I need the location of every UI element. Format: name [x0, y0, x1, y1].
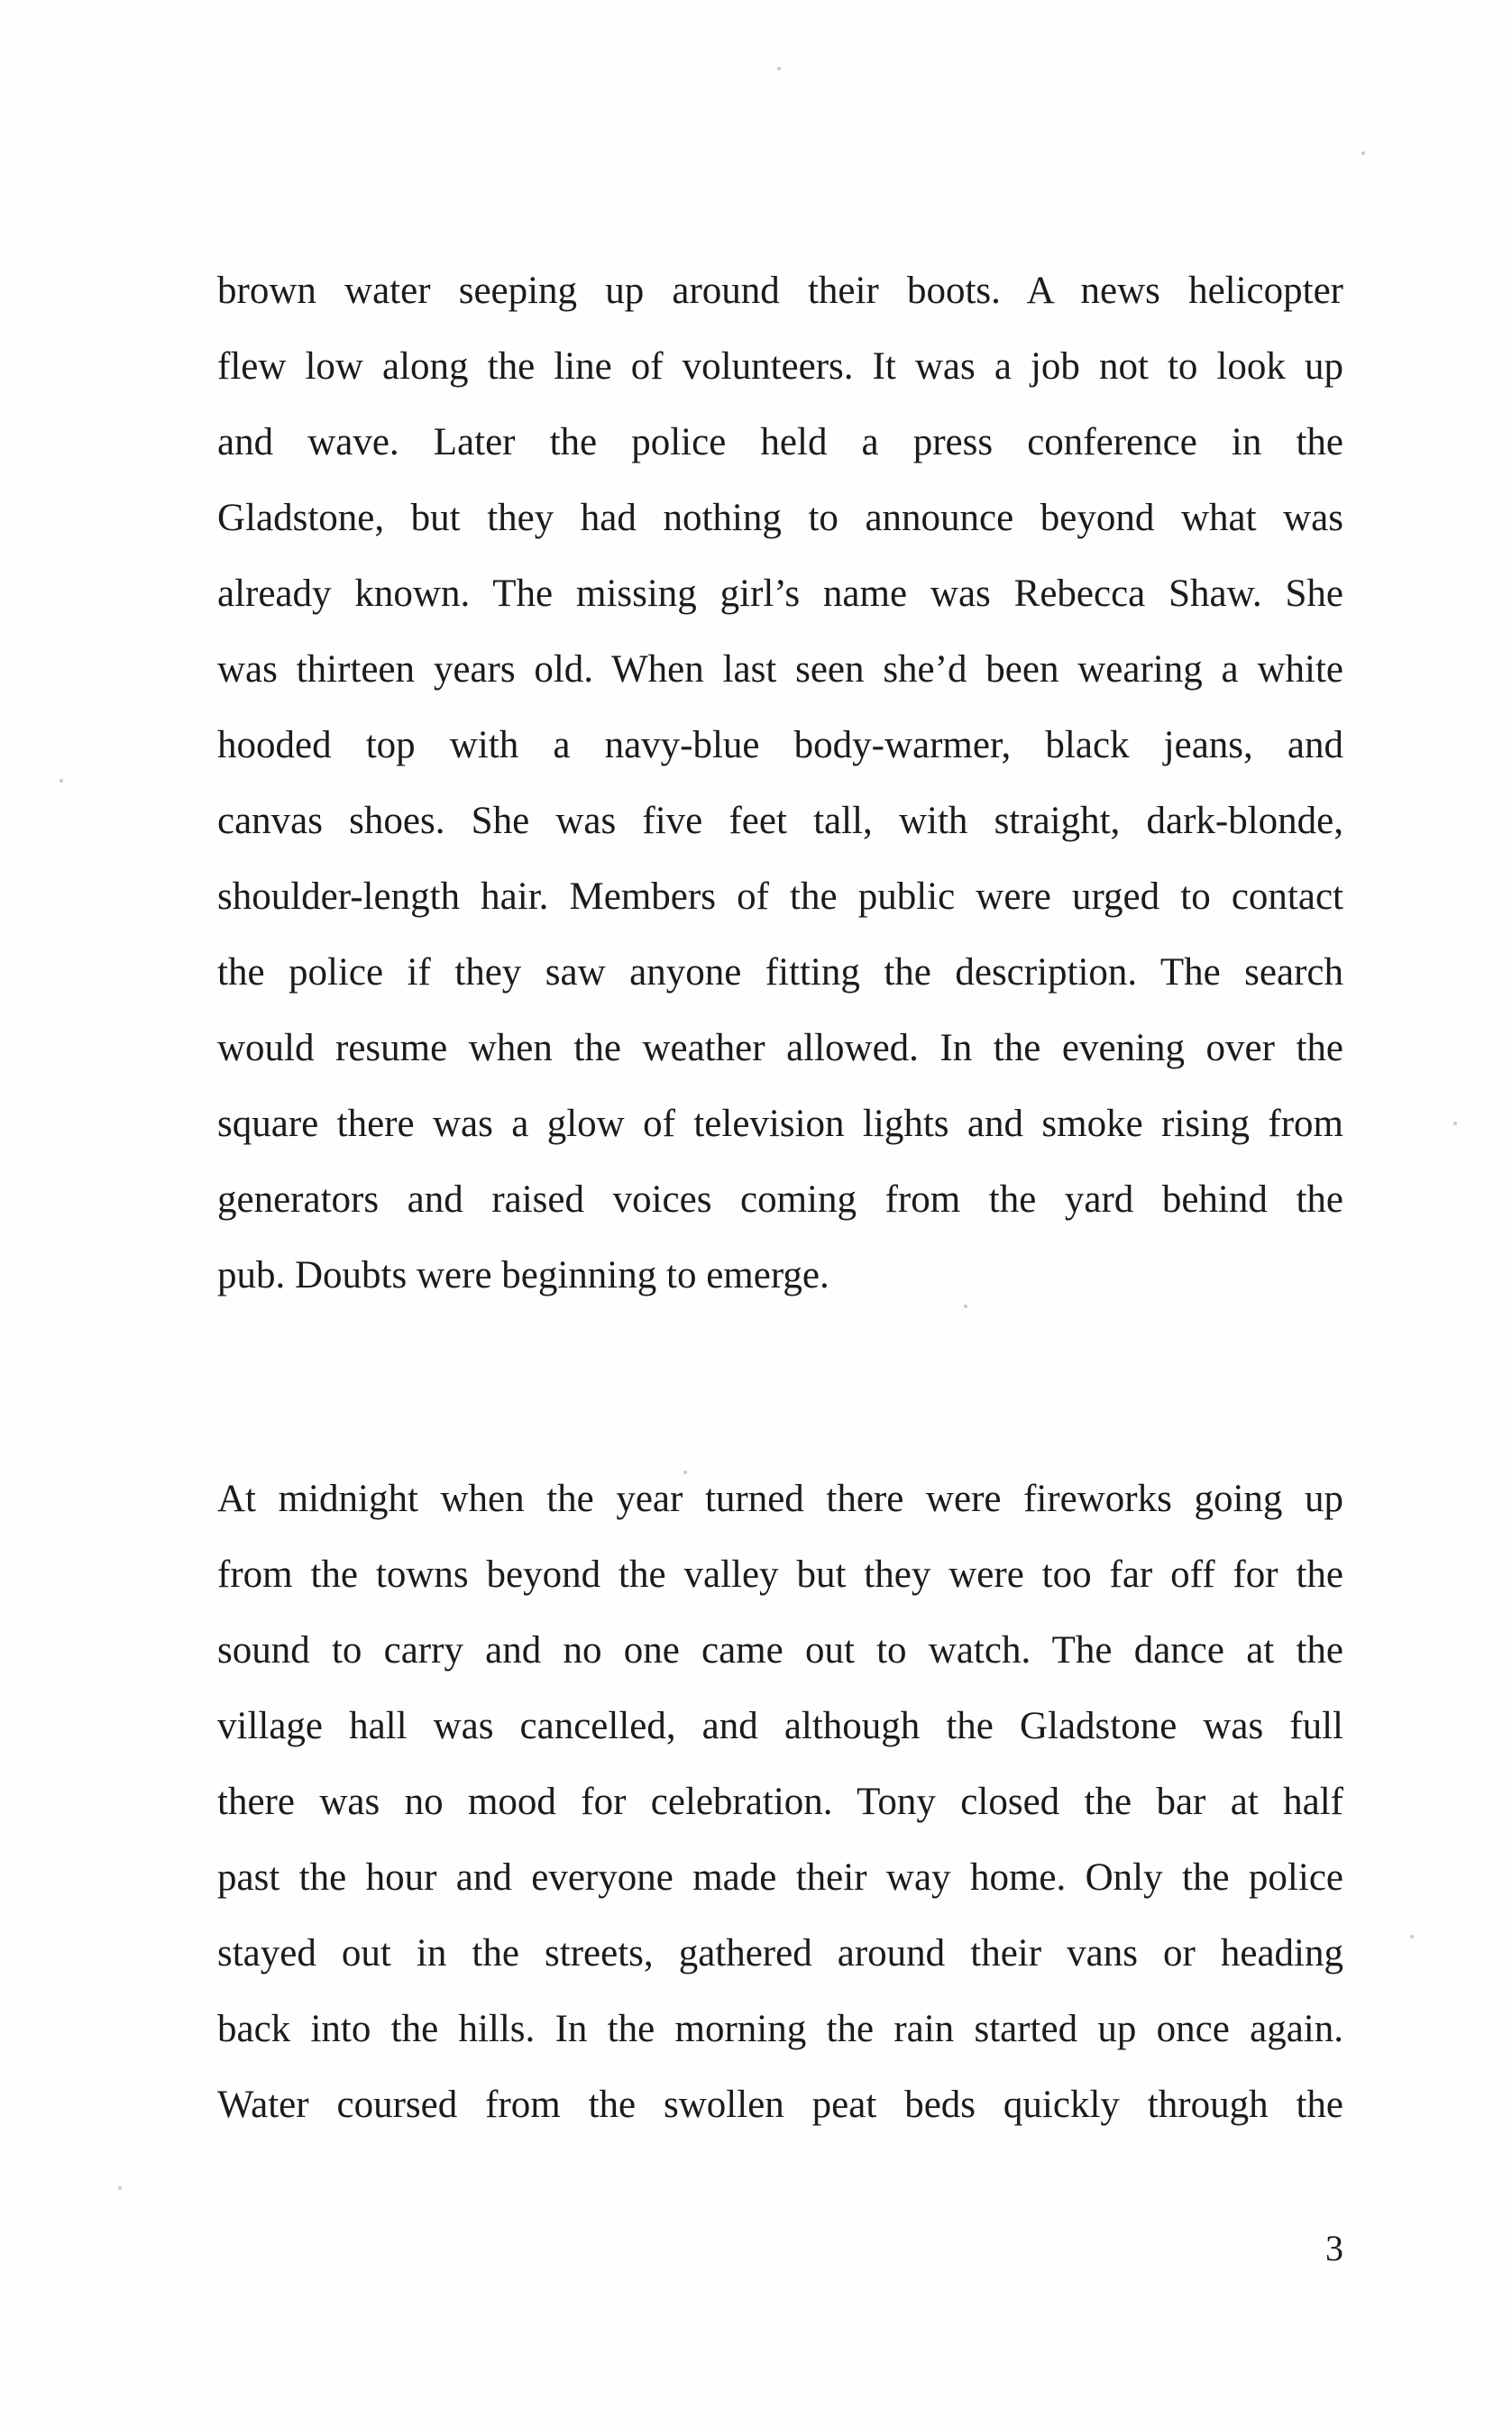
text-line: from the towns beyond the valley but they were too far off for the — [217, 1553, 1343, 1596]
text-line: there was no mood for celebration. Tony closed the bar at half — [217, 1781, 1343, 1823]
text-line: was thirteen years old. When last seen she’d been wearing a white — [217, 648, 1343, 691]
paper-speck — [118, 2186, 122, 2190]
text-line: past the hour and everyone made their way home. Only the police — [217, 1856, 1343, 1899]
text-line: Water coursed from the swollen peat beds quickly through the — [217, 2084, 1343, 2126]
text-line: canvas shoes. She was five feet tall, with straight, dark-blonde, — [217, 800, 1343, 842]
text-line: already known. The missing girl’s name was Rebecca Shaw. She — [217, 573, 1343, 615]
text-line: brown water seeping up around their boots. A news helicopter — [217, 270, 1343, 312]
paragraph-2 — [217, 1461, 1343, 2143]
text-line: shoulder-length hair. Members of the public were urged to contact — [217, 875, 1343, 918]
text-line: would resume when the weather allowed. In the evening over the — [217, 1027, 1343, 1069]
text-line: sound to carry and no one came out to watch. The dance at the — [217, 1629, 1343, 1672]
paper-speck — [1361, 151, 1365, 155]
page-number: 3 — [1325, 2228, 1343, 2268]
text-line: Gladstone, but they had nothing to announce beyond what was — [217, 497, 1343, 539]
text-line: square there was a glow of television lights and smoke rising from — [217, 1103, 1343, 1145]
text-line: village hall was cancelled, and although the Gladstone was full — [217, 1705, 1343, 1747]
paper-speck — [60, 779, 63, 783]
text-line: hooded top with a navy-blue body-warmer, black jeans, and — [217, 724, 1343, 766]
paper-speck — [1410, 1935, 1414, 1938]
text-line: flew low along the line of volunteers. It was a job not to look up — [217, 345, 1343, 388]
text-line: pub. Doubts were beginning to emerge. — [217, 1254, 829, 1296]
text-line: generators and raised voices coming from the yard behind the — [217, 1178, 1343, 1221]
text-line: At midnight when the year turned there were fireworks going up — [217, 1478, 1343, 1520]
paper-speck — [1453, 1122, 1457, 1125]
text-line: back into the hills. In the morning the rain started up once again. — [217, 2008, 1343, 2050]
paper-speck — [777, 67, 781, 70]
text-line: stayed out in the streets, gathered around their vans or heading — [217, 1932, 1343, 1974]
text-line: the police if they saw anyone fitting the description. The search — [217, 951, 1343, 994]
text-line: and wave. Later the police held a press conference in the — [217, 421, 1343, 463]
paragraph-1 — [217, 253, 1343, 1314]
